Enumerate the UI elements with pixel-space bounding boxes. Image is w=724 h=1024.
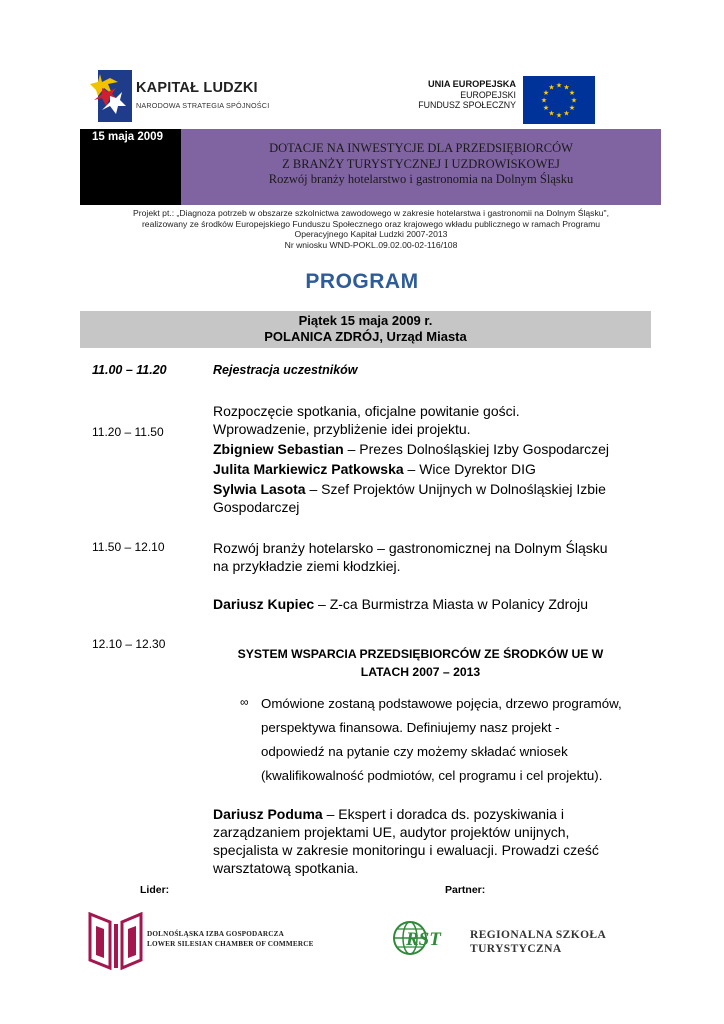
kapital-ludzki-subtitle: NARODOWA STRATEGIA SPÓJNOŚCI (136, 101, 270, 110)
speaker-row (213, 480, 653, 498)
session1-title: Rejestracja uczestników (213, 363, 358, 377)
infinity-bullet-icon: ∞ (240, 695, 249, 709)
speaker-role: – Wice Dyrektor DIG (403, 461, 536, 477)
ue-line3: FUNDUSZ SPOŁECZNY (418, 100, 516, 110)
bullet-line3: odpowiedź na pytanie czy możemy składać wniosek (261, 744, 568, 759)
dig-name (147, 929, 314, 949)
day-line1: Piątek 15 maja 2009 r. (298, 313, 433, 328)
session4-head1: SYSTEM WSPARCIA PRZEDSIĘBIORCÓW ZE ŚRODKÓW UE W (237, 647, 604, 661)
session3-line2: na przykładzie ziemi kłodzkiej. (213, 558, 401, 574)
kapital-ludzki-star-icon (88, 70, 134, 124)
session4-speaker (213, 805, 653, 877)
bullet-line4: (kwalifikowalność podmiotów, cel programu i cel projektu). (261, 768, 603, 783)
session2-line1: Rozpoczęcie spotkania, oficjalne powitanie gości. (213, 403, 520, 419)
speaker-role: – Prezes Dolnośląskiej Izby Gospodarczej (343, 441, 610, 457)
eu-star-icon: ★ (542, 90, 550, 97)
event-banner (181, 129, 661, 205)
speaker-role-cont: specjalista w zakresie monitoringu i ewaluacji. Prowadzi cześć (213, 842, 599, 858)
speaker-row (213, 595, 653, 613)
speaker-row (213, 460, 653, 478)
project-info (80, 208, 662, 250)
eu-star-icon: ★ (555, 82, 563, 90)
bullet-line2: perspektywa finansowa. Definiujemy nasz projekt - (261, 720, 560, 735)
speaker-name: Julita Markiewicz Patkowska (213, 461, 404, 477)
speaker-name: Dariusz Poduma (213, 806, 323, 822)
kapital-ludzki-logo (88, 70, 268, 124)
rst-logo-text: RST (406, 929, 441, 950)
speaker-role-cont: zarządzaniem projektami UE, audytor projektów unijnych, (213, 824, 570, 840)
session4-heading (213, 645, 628, 681)
partner-label: Partner: (445, 884, 486, 896)
speaker-role: – Ekspert i doradca ds. pozyskiwania i (322, 806, 564, 822)
session2-line2: Wprowadzenie, przybliżenie idei projektu. (213, 421, 471, 437)
session4-time: 12.10 – 12.30 (92, 637, 166, 651)
session3-time: 11.50 – 12.10 (92, 540, 165, 554)
session4-head2: LATACH 2007 – 2013 (360, 665, 481, 679)
rst-line1: REGIONALNA SZKOŁA (470, 929, 607, 941)
session2-time: 11.20 – 11.50 (92, 425, 164, 439)
rst-line2: TURYSTYCZNA (470, 943, 562, 955)
project-line4: Nr wniosku WND-POKL.09.02.00-02-116/108 (284, 239, 458, 250)
banner-line2: Z BRANŻY TURYSTYCZNEJ I UZDROWISKOWEJ (282, 156, 560, 171)
session2-desc (213, 402, 653, 516)
day-line2: POLANICA ZDRÓJ, Urząd Miasta (264, 329, 467, 344)
eu-star-icon: ★ (542, 105, 550, 112)
eu-star-icon: ★ (540, 97, 548, 105)
eu-star-icon: ★ (563, 84, 570, 92)
eu-star-icon: ★ (555, 112, 563, 120)
dig-logo-icon (88, 912, 143, 970)
speaker-role: – Szef Projektów Unijnych w Dolnośląskiej Izbie (305, 481, 606, 497)
banner-line1: DOTACJE NA INWESTYCJE DLA PRZEDSIĘBIORCÓW (269, 141, 573, 155)
project-line1: Projekt pt.: „Diagnoza potrzeb w obszarze szkolnictwa zawodowego w zakresie hotelarstwa i gastronomii na Dolnym Śląsku", (133, 208, 609, 218)
eu-flag-icon (523, 76, 595, 124)
eu-star-icon: ★ (548, 84, 555, 92)
kapital-ludzki-title: KAPITAŁ LUDZKI (136, 80, 258, 96)
session3-desc (213, 539, 653, 613)
lider-label: Lider: (140, 884, 170, 896)
project-line3: Operacyjnego Kapitał Ludzki 2007-2013 (294, 229, 448, 240)
date-box: 15 maja 2009 (80, 129, 181, 205)
session3-line1: Rozwój branży hotelarsko – gastronomicznej na Dolnym Śląsku (213, 540, 608, 556)
eu-star-icon: ★ (568, 90, 576, 97)
session1-time: 11.00 – 11.20 (92, 363, 167, 377)
eu-star-icon: ★ (570, 97, 578, 105)
speaker-name: Sylwia Lasota (213, 481, 306, 497)
program-title: PROGRAM (305, 270, 419, 293)
day-header (80, 311, 651, 348)
session4-bullet (261, 692, 661, 788)
speaker-row (213, 440, 653, 458)
speaker-role-cont: warsztatową spotkania. (213, 860, 359, 876)
eu-star-icon: ★ (563, 110, 570, 118)
speaker-row (213, 805, 653, 823)
dig-line1: DOLNOŚLĄSKA IZBA GOSPODARCZA (147, 930, 284, 938)
speaker-name: Dariusz Kupiec (213, 596, 315, 612)
eu-star-icon: ★ (568, 105, 576, 112)
speaker-role-cont: Gospodarczej (213, 499, 300, 515)
bullet-line1: Omówione zostaną podstawowe pojęcia, drzewo programów, (261, 696, 622, 711)
speaker-name: Zbigniew Sebastian (213, 441, 344, 457)
rst-globe-icon (392, 914, 460, 962)
ue-line1: UNIA EUROPEJSKA (428, 79, 516, 89)
speaker-role: – Z-ca Burmistrza Miasta w Polanicy Zdroju (314, 596, 588, 612)
project-line2: realizowany ze środków Europejskiego Funduszu Społecznego oraz krajowego wkładu publicznego w ramach Programu (141, 218, 601, 229)
eu-fund-text (396, 79, 516, 111)
banner-line3: Rozwój branży hotelarstwo i gastronomia na Dolnym Śląsku (268, 172, 574, 186)
rst-name (470, 928, 606, 956)
dig-line2: LOWER SILESIAN CHAMBER OF COMMERCE (147, 940, 314, 948)
ue-line2: EUROPEJSKI (460, 89, 516, 100)
eu-star-icon: ★ (548, 110, 555, 118)
